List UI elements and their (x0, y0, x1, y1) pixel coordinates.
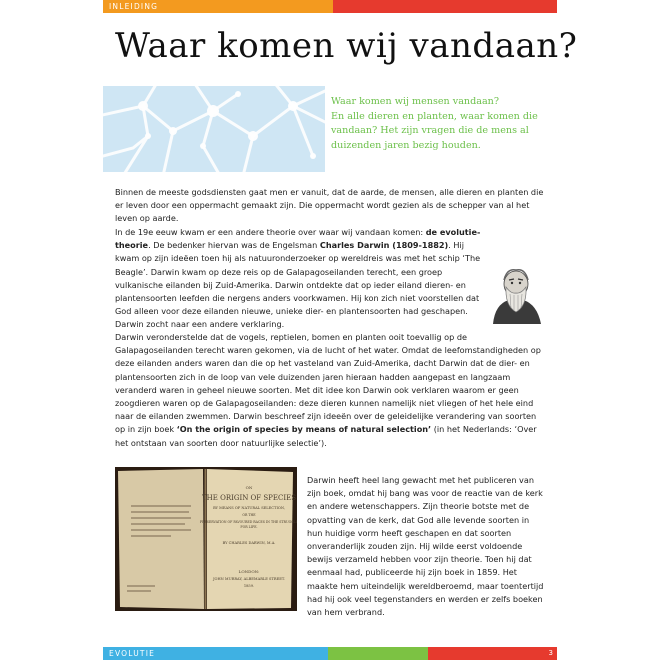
darwin-portrait (485, 262, 547, 324)
header-bar-red (333, 0, 557, 13)
footer-bar-red (428, 647, 557, 660)
book-city-text: LONDON: (238, 569, 260, 574)
text-span: Darwin veronderstelde dat de vogels, reptielen, bomen en planten ooit toevallig op de Galapagoseilanden terecht waren gekomen, via de lucht of het water. Omdat de leefomstandigheden op deze eilanden anders waren dan die op het vasteland van Zuid-Amerika, dacht Darwin dat de dier- en plantensoorten zich in de loop van vele duizenden jaren hieraan hadden aangepast en langzaam veranderd waren in geheel nieuwe soorten. Met dit idee kon Darwin ook verklaren waarom er geen zoogdieren waren op de Galapagoseilanden: deze dieren kunnen namelijk niet vliegen of het hele eind naar de eilanden zwemmen. Darwin beschreef zijn ideeën over de geleidelijke verandering van soorten op in zijn boek (115, 332, 541, 435)
book-subtitle-text: BY MEANS OF NATURAL SELECTION, (213, 506, 285, 510)
footer-section-label: EVOLUTIE (109, 649, 156, 658)
text-span: In de 19e eeuw kwam er een andere theorie over waar wij vandaan komen: (115, 227, 426, 237)
svg-text:ON: ON (245, 485, 253, 490)
paragraph-religion: Binnen de meeste godsdiensten gaat men er vanuit, dat de aarde, de mensen, alle dieren en planten die er leven door een oppermacht gemaakt zijn. Die oppermacht wordt gezien als de schepper van al het leven op aarde. (115, 187, 544, 224)
text-span: . Hij kwam op zijn ideëen toen hij als natuuronderzoeker op wereldreis was met het schip ‘The Beagle’. Darwin kwam op deze reis op de Galapagoseilanden terecht, een groep vulkanische eilanden bij Zuid-Amerika. Darwin ontdekte dat op ieder eiland dieren- en plantensoorten leefden die nergens anders voorkwamen. Hij kon zich niet voorstellen dat God alleen voor deze eilanden nieuwe, unieke dier- en plantensoorten had geschapen. Darwin zocht naar een andere verklaring. (115, 240, 481, 330)
text-span: . De bedenker hiervan was de Engelsman (148, 240, 320, 251)
name-charles-darwin: Charles Darwin (1809-1882) (319, 240, 449, 251)
book-publisher-text: JOHN MURRAY, ALBEMARLE STREET. (213, 577, 285, 581)
paragraph-publication: Darwin heeft heel lang gewacht met het publiceren van zijn boek, omdat hij bang was voor de reactie van de kerk en andere wetenschappers. Zijn theorie botste met de opvatting van de kerk, dat God alle levende soorten in hun huidige vorm heeft geschapen en dat soorten onveranderlijk zouden zijn. Hij wilde eerst voldoende bewijs verzameld hebben voor zijn theorie. Toen hij dat eenmaal had, publiceerde hij zijn boek in 1859. Het maakte hem uiteindelijk wereldberoemd, maar toentertijd had hij ook veel tegenstanders en werden er zelfs boeken van hem verbrand. (307, 475, 544, 618)
term-evolutietheorie: de evolutie-theorie (115, 227, 481, 251)
intro-line: vandaan? Het zijn vragen die de mens al (331, 125, 529, 137)
intro-text (331, 95, 546, 153)
footer-bar-green (328, 647, 428, 660)
book-title-text: THE ORIGIN OF SPECIES (201, 494, 297, 502)
intro-line: duizenden jaren bezig houden. (331, 139, 481, 151)
svg-text:OR THE: OR THE (242, 513, 256, 517)
intro-illustration (103, 86, 325, 172)
page-title: Waar komen wij vandaan? (115, 26, 578, 66)
footer-bar (103, 647, 557, 660)
text-span: (in het Nederlands: ‘Over het ontstaan van soorten door natuurlijke selectie’). (115, 424, 537, 448)
page-number: 3 (548, 649, 553, 657)
intro-line: Waar komen wij mensen vandaan? (331, 96, 500, 107)
intro-line: En alle dieren en planten, waar komen die (331, 110, 538, 122)
svg-text:PRESERVATION OF FAVOURED RACES: PRESERVATION OF FAVOURED RACES IN THE STRUGGLE (199, 520, 297, 524)
paragraph-galapagos (115, 331, 547, 450)
book-author-text: BY CHARLES DARWIN, M.A. (222, 541, 276, 545)
book-title-reference: ‘On the origin of species by means of natural selection’ (176, 424, 432, 435)
section-label: INLEIDING (109, 2, 159, 11)
header-bar (103, 0, 557, 13)
branch-pattern-graphic (103, 86, 325, 172)
paragraph-darwin (115, 226, 485, 332)
book-year-text: 1859. (243, 584, 255, 588)
origin-of-species-book-photo (115, 467, 297, 611)
svg-text:FOR LIFE.: FOR LIFE. (240, 525, 258, 529)
book-graphic (115, 467, 297, 611)
darwin-portrait-graphic (485, 262, 547, 324)
